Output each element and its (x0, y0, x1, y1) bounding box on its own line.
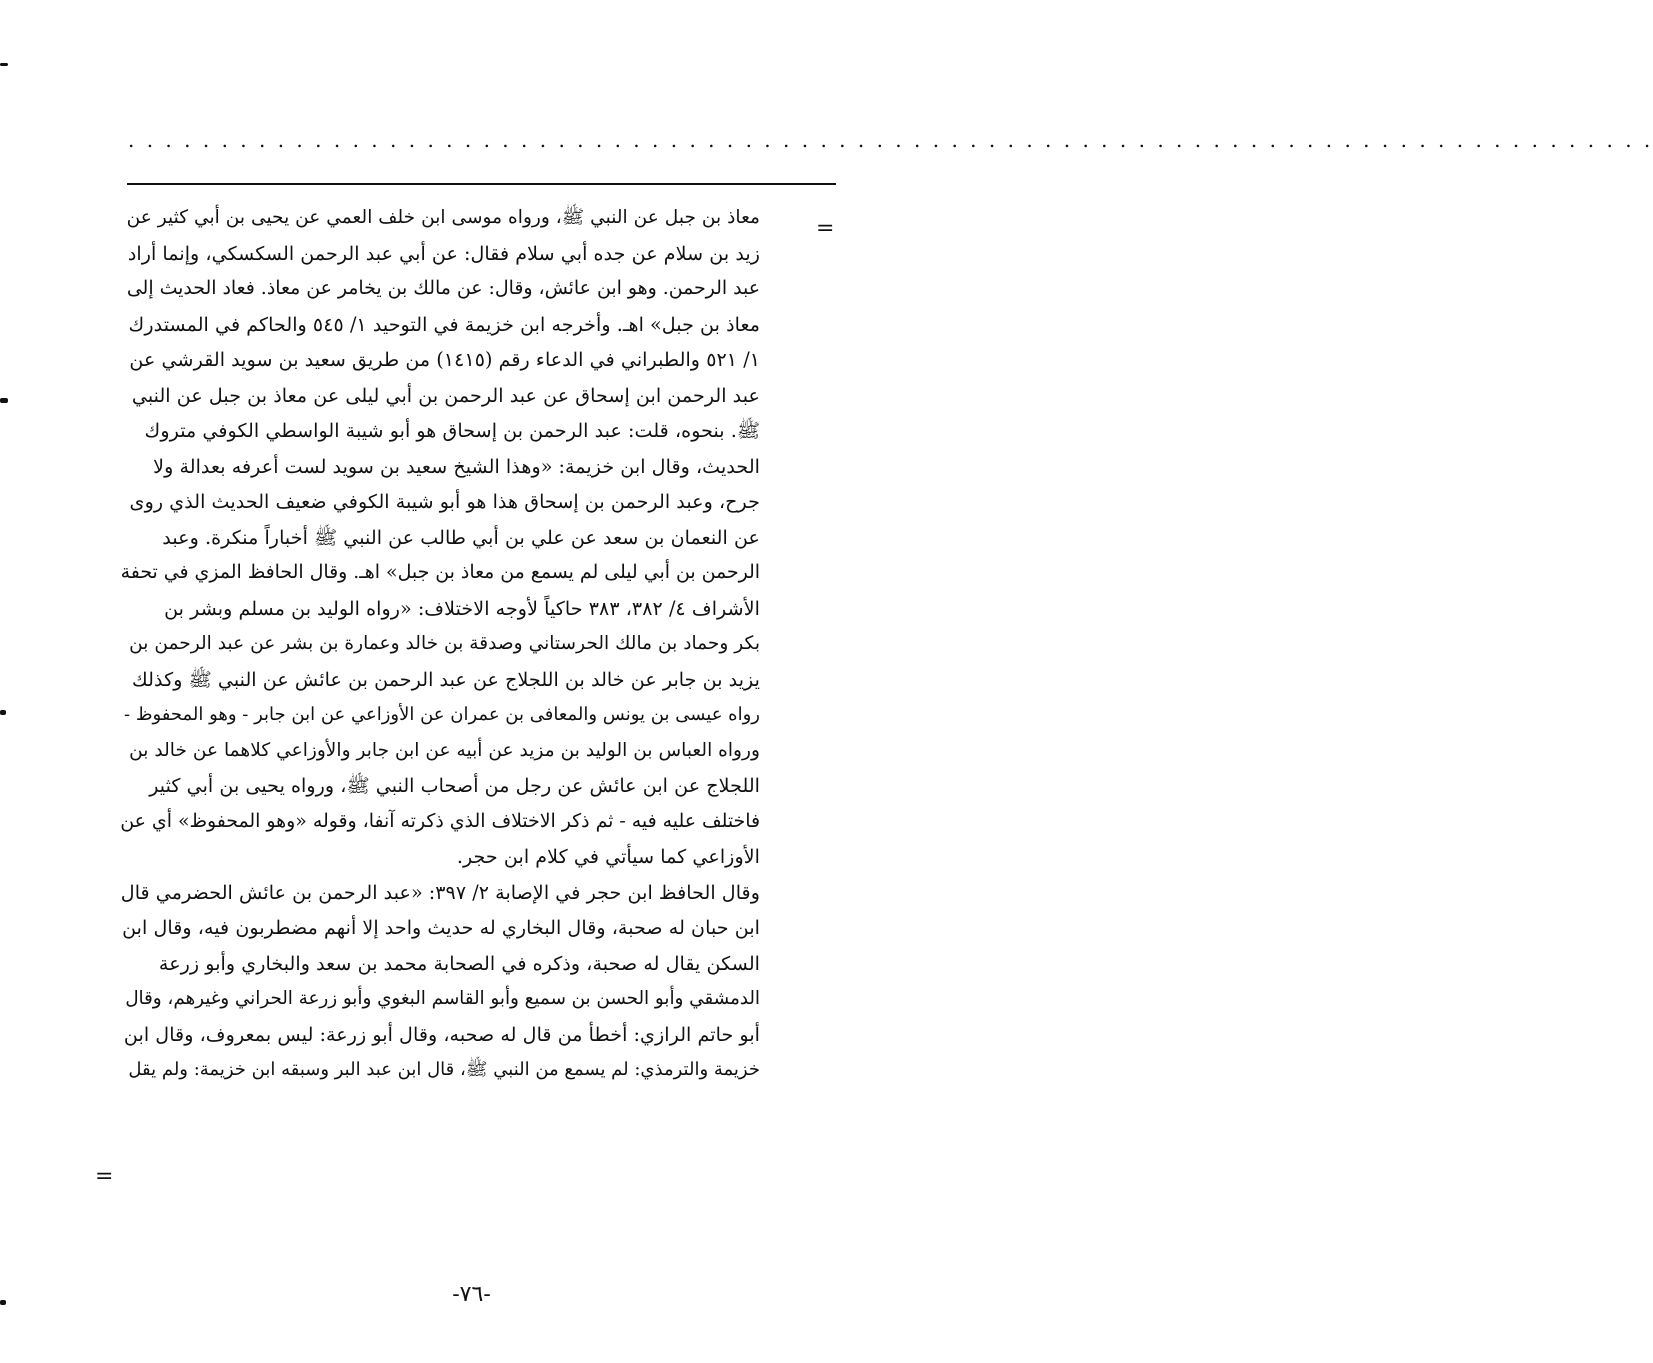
scan-edge-mark (0, 1300, 6, 1305)
footnote-line: زيد بن سلام عن جده أبي سلام فقال: عن أبي عبد الرحمن السكسكي، وإنما أراد (127, 241, 760, 265)
footnote-line: ابن حبان له صحبة، وقال البخاري له حديث واحد إلا أنهم مضطربون فيه، وقال ابن (122, 916, 760, 939)
footnote-line: خزيمة والترمذي: لم يسمع من النبي ﷺ، قال ابن عبد البر وسبقه ابن خزيمة: ولم يقل (128, 1059, 760, 1080)
footnote-line: اللجلاج عن ابن عائش عن رجل من أصحاب النبي ﷺ، ورواه يحيى بن أبي كثير (149, 774, 760, 797)
footnote-line: جرح، وعبد الرحمن بن إسحاق هذا هو أبو شيبة الكوفي ضعيف الحديث الذي روى (129, 490, 760, 513)
scan-edge-mark (0, 710, 6, 715)
dotted-separator: . . . . . . . . . . . . . . . . . . . . . . . . . . . . . . . . . . . . . . . . . . . . . . . . . . . . . . . . . . . . . . . . . . . . . . . . . . . . . . . . . . (128, 128, 1653, 152)
scan-edge-mark (0, 398, 8, 403)
footnote-line: يزيد بن جابر عن خالد بن اللجلاج عن عبد الرحمن بن عائش عن النبي ﷺ وكذلك (132, 667, 760, 691)
footnote-line: ورواه العباس بن الوليد بن مزيد عن أبيه عن ابن جابر والأوزاعي كلاهما عن خالد بن (129, 739, 760, 761)
continuation-marker-top: = (816, 216, 835, 241)
footnote-line: فاختلف عليه فيه - ثم ذكر الاختلاف الذي ذكرته آنفا، وقوله «وهو المحفوظ» أي عن (120, 809, 760, 832)
footnote-line: رواه عيسى بن يونس والمعافى بن عمران عن الأوزاعي عن ابن جابر - وهو المحفوظ - (124, 704, 760, 725)
footnote-line: ١/ ٥٢١ والطبراني في الدعاء رقم (١٤١٥) من طريق سعيد بن سويد القرشي عن (129, 348, 760, 371)
footnote-text (120, 200, 760, 1088)
footnote-line: السكن يقال له صحبة، وذكره في الصحابة محمد بن سعد والبخاري وأبو زرعة (158, 951, 760, 975)
footnote-line: وقال الحافظ ابن حجر في الإصابة ٢/ ٣٩٧: «عبد الرحمن بن عائش الحضرمي قال (120, 880, 760, 904)
footnote-line: بكر وحماد بن مالك الحرستاني وصدقة بن خالد وعمارة بن بشر عن عبد الرحمن بن (129, 633, 760, 654)
footnote-rule (127, 183, 836, 185)
footnote-line: أبو حاتم الرازي: أخطأ من قال له صحبه، وقال أبو زرعة: ليس بمعروف، وقال ابن (123, 1022, 760, 1046)
footnote-line: الأوزاعي كما سيأتي في كلام ابن حجر. (456, 845, 760, 868)
continuation-marker-bottom: = (95, 1164, 114, 1189)
footnote-line: عبد الرحمن ابن إسحاق عن عبد الرحمن بن أبي ليلى عن معاذ بن جبل عن النبي (131, 383, 760, 407)
footnote-line: الدمشقي وأبو الحسن بن سميع وأبو القاسم البغوي وأبو زرعة الحراني وغيرهم، وقال (125, 988, 760, 1009)
footnote-line: معاذ بن جبل عن النبي ﷺ، ورواه موسى ابن خلف العمي عن يحيى بن أبي كثير عن (126, 207, 760, 228)
footnote-line: الرحمن بن أبي ليلى لم يسمع من معاذ بن جبل» اهـ. وقال الحافظ المزي في تحفة (120, 561, 760, 583)
footnote-line: الحديث، وقال ابن خزيمة: «وهذا الشيخ سعيد بن سويد لست أعرفه بعدالة ولا (153, 454, 760, 478)
footnote-line: ﷺ. بنحوه، قلت: عبد الرحمن بن إسحاق هو أبو شيبة الواسطي الكوفي متروك (144, 419, 760, 442)
footnote-line: عن النعمان بن سعد عن علي بن أبي طالب عن النبي ﷺ أخباراً منكرة. وعبد (162, 525, 760, 549)
footnote-line: عبد الرحمن. وهو ابن عائش، وقال: عن مالك بن يخامر عن معاذ. فعاد الحديث إلى (126, 277, 760, 299)
page-number: -٧٦- (452, 1282, 491, 1307)
scan-edge-mark (0, 63, 8, 66)
footnote-line: معاذ بن جبل» اهـ. وأخرجه ابن خزيمة في التوحيد ١/ ٥٤٥ والحاكم في المستدرك (128, 312, 760, 336)
footnote-line: الأشراف ٤/ ٣٨٢، ٣٨٣ حاكياً لأوجه الاختلاف: «رواه الوليد بن مسلم وبشر بن (164, 596, 760, 620)
